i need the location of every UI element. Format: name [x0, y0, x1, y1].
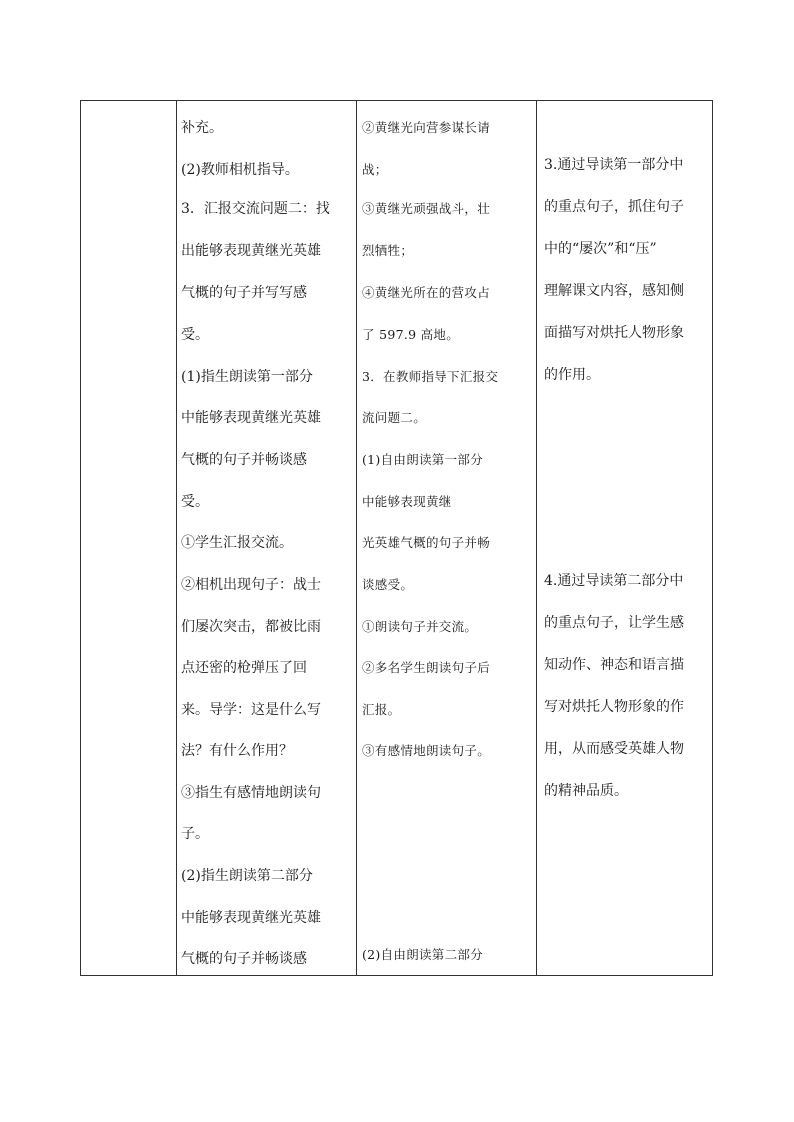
design-intent-line: 的精神品质。: [544, 783, 628, 799]
teacher-activity-line: 点还密的枪弹压了回: [181, 660, 307, 676]
student-activity-line: ③黄继光顽强战斗，壮: [362, 201, 491, 216]
teacher-activity-line: 受。: [181, 327, 209, 343]
student-activity-line: ②多名学生朗读句子后: [362, 660, 491, 675]
student-activity-line: 了 597.9 高地。: [362, 327, 460, 342]
teacher-activity-line: 们屡次突击，都被比雨: [181, 619, 321, 635]
student-activity-line: ②黄继光向营参谋长请: [362, 120, 491, 135]
teacher-activity-line: 3．汇报交流问题二：找: [181, 201, 330, 217]
teacher-activity-line: 补充。: [181, 120, 223, 136]
design-intent-line: 中的“屡次”和“压”: [544, 241, 657, 257]
teacher-activity-line: 法？有什么作用？: [181, 743, 293, 759]
teacher-activity-line: 受。: [181, 494, 209, 510]
column-1-empty: [81, 101, 176, 975]
teacher-activity-line: (1)指生朗读第一部分: [181, 369, 313, 385]
lesson-plan-table: [80, 100, 713, 976]
design-intent-line: 的重点句子，抓住句子: [544, 199, 684, 215]
design-intent-line: 3.通过导读第一部分中: [544, 157, 684, 173]
teacher-activity-line: 气概的句子并写写感: [181, 285, 307, 301]
teacher-activity-line: 气概的句子并畅谈感: [181, 951, 307, 967]
student-activity-line: 光英雄气概的句子并畅: [362, 535, 491, 550]
design-intent-line: 理解课文内容，感知侧: [544, 283, 684, 299]
student-activity-line: 战；: [362, 162, 388, 177]
student-activity-line: 3．在教师指导下汇报交: [362, 369, 499, 384]
student-activity-line: (1)自由朗读第一部分: [362, 452, 484, 467]
student-activity-line: 流问题二。: [362, 410, 427, 425]
design-intent-line: 写对烘托人物形象的作: [544, 699, 684, 715]
design-intent-line: 面描写对烘托人物形象: [544, 325, 684, 341]
student-activity-line: ①朗读句子并交流。: [362, 619, 478, 634]
design-intent-line: 的作用。: [544, 367, 600, 383]
teacher-activity-line: ③指生有感情地朗读句: [181, 785, 321, 801]
column-teacher-activities: [176, 101, 356, 975]
student-activity-line: 中能够表现黄继: [362, 494, 452, 509]
teacher-activity-line: (2)指生朗读第二部分: [181, 868, 313, 884]
student-activity-line: ④黄继光所在的营攻占: [362, 285, 491, 300]
teacher-activity-line: 中能够表现黄继光英雄: [181, 910, 321, 926]
student-activity-line: 汇报。: [362, 702, 401, 717]
teacher-activity-line: 来。导学：这是什么写: [181, 702, 321, 718]
student-activity-line: 烈牺牲；: [362, 243, 414, 258]
column-student-activities: [356, 101, 536, 975]
teacher-activity-line: ①学生汇报交流。: [181, 535, 293, 551]
teacher-activity-line: ②相机出现句子：战士: [181, 577, 321, 593]
column-design-intent: [536, 101, 714, 975]
design-intent-line: 的重点句子，让学生感: [544, 615, 684, 631]
student-activity-line: (2)自由朗读第二部分: [362, 947, 484, 962]
design-intent-line: 用，从而感受英雄人物: [544, 741, 684, 757]
design-intent-line: 知动作、神态和语言描: [544, 657, 684, 673]
teacher-activity-line: 出能够表现黄继光英雄: [181, 243, 321, 259]
teacher-activity-line: (2)教师相机指导。: [181, 162, 299, 178]
teacher-activity-line: 中能够表现黄继光英雄: [181, 410, 321, 426]
teacher-activity-line: 气概的句子并畅谈感: [181, 452, 307, 468]
student-activity-line: ③有感情地朗读句子。: [362, 743, 491, 758]
student-activity-line: 谈感受。: [362, 577, 414, 592]
teacher-activity-line: 子。: [181, 826, 209, 842]
design-intent-line: 4.通过导读第二部分中: [544, 573, 684, 589]
